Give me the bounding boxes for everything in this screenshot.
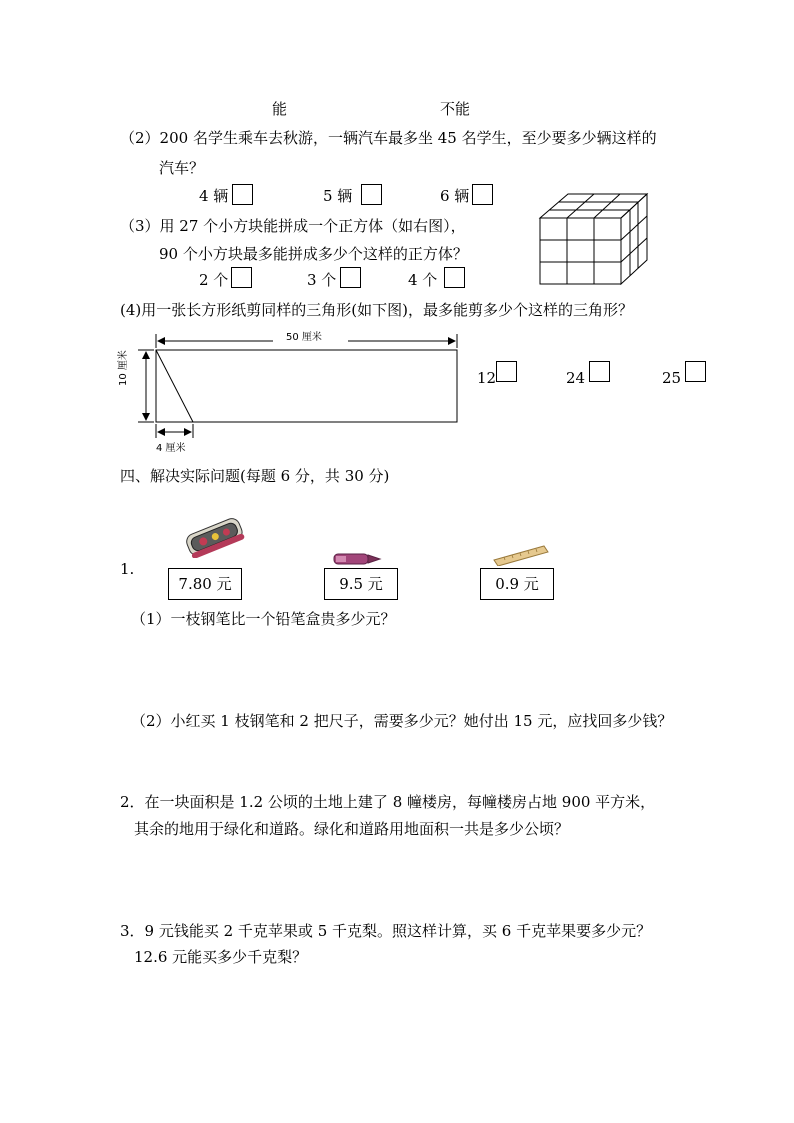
q4-choice-label: 25 (662, 369, 682, 387)
q4-choice-label: 24 (566, 369, 586, 387)
q4-text-line1: (4)用一张长方形纸剪同样的三角形(如下图)，最多能剪多少个这样的三角形？ (120, 301, 633, 319)
pencil-case-price: 7.80 元 (168, 568, 242, 600)
q3-text-line2: 90 个小方块最多能拼成多少个这样的正方体？ (159, 245, 468, 263)
q4-choice-label: 12 (477, 369, 497, 387)
q3-choice-label: 4 个 (408, 271, 438, 289)
problem-2-line1: 2．在一块面积是 1.2 公顷的土地上建了 8 幢楼房，每幢楼房占地 900 平方米， (120, 793, 656, 811)
option-cannot: 不能 (440, 100, 471, 118)
q3-checkbox-1[interactable] (231, 267, 252, 288)
ruler-icon (492, 542, 552, 566)
q4-checkbox-3[interactable] (685, 361, 706, 382)
problem-1-sub1: （1）一枝钢笔比一个铅笔盒贵多少元？ (131, 610, 396, 628)
pen-price: 9.5 元 (324, 568, 398, 600)
problem-1-sub2: （2）小红买 1 枝钢笔和 2 把尺子，需要多少元？她付出 15 元，应找回多少钱？ (131, 712, 673, 730)
q3-choice-label: 2 个 (199, 271, 229, 289)
section4-title: 四、解决实际问题(每题 6 分，共 30 分) (120, 467, 390, 485)
q3-checkbox-3[interactable] (444, 267, 465, 288)
q3-choice-label: 3 个 (307, 271, 337, 289)
q2-text-line2: 汽车？ (159, 159, 205, 177)
width-dimension-label: 50 厘米 (286, 332, 322, 343)
pen-icon (330, 548, 382, 570)
problem-2-line2: 其余的地用于绿化和道路。绿化和道路用地面积一共是多少公顷？ (134, 820, 570, 838)
q3-checkbox-2[interactable] (340, 267, 361, 288)
ruler-price: 0.9 元 (480, 568, 554, 600)
base-dimension-label: 4 厘米 (156, 443, 186, 454)
cube-figure (535, 190, 650, 290)
q4-checkbox-2[interactable] (589, 361, 610, 382)
option-can: 能 (272, 100, 288, 118)
q2-checkbox-2[interactable] (361, 184, 382, 205)
q2-choice-label: 4 辆 (199, 187, 229, 205)
q2-checkbox-3[interactable] (472, 184, 493, 205)
problem-3-line2: 12.6 元能买多少千克梨？ (134, 948, 308, 966)
q4-checkbox-1[interactable] (496, 361, 517, 382)
q2-checkbox-1[interactable] (232, 184, 253, 205)
problem-3-line1: 3．9 元钱能买 2 千克苹果或 5 千克梨。照这样计算，买 6 千克苹果要多少元？ (120, 922, 652, 940)
pencil-case-icon (182, 514, 246, 558)
q3-text-line1: （3）用 27 个小方块能拼成一个正方体（如右图）， (120, 217, 466, 235)
rectangle-diagram (118, 328, 463, 440)
q2-text-line1: （2）200 名学生乘车去秋游，一辆汽车最多坐 45 名学生，至少要多少辆这样的 (120, 129, 657, 147)
height-dimension-label: 10 厘米 (118, 350, 129, 386)
problem-1-number: 1. (120, 560, 135, 578)
q2-choice-label: 6 辆 (440, 187, 470, 205)
q2-choice-label: 5 辆 (323, 187, 353, 205)
